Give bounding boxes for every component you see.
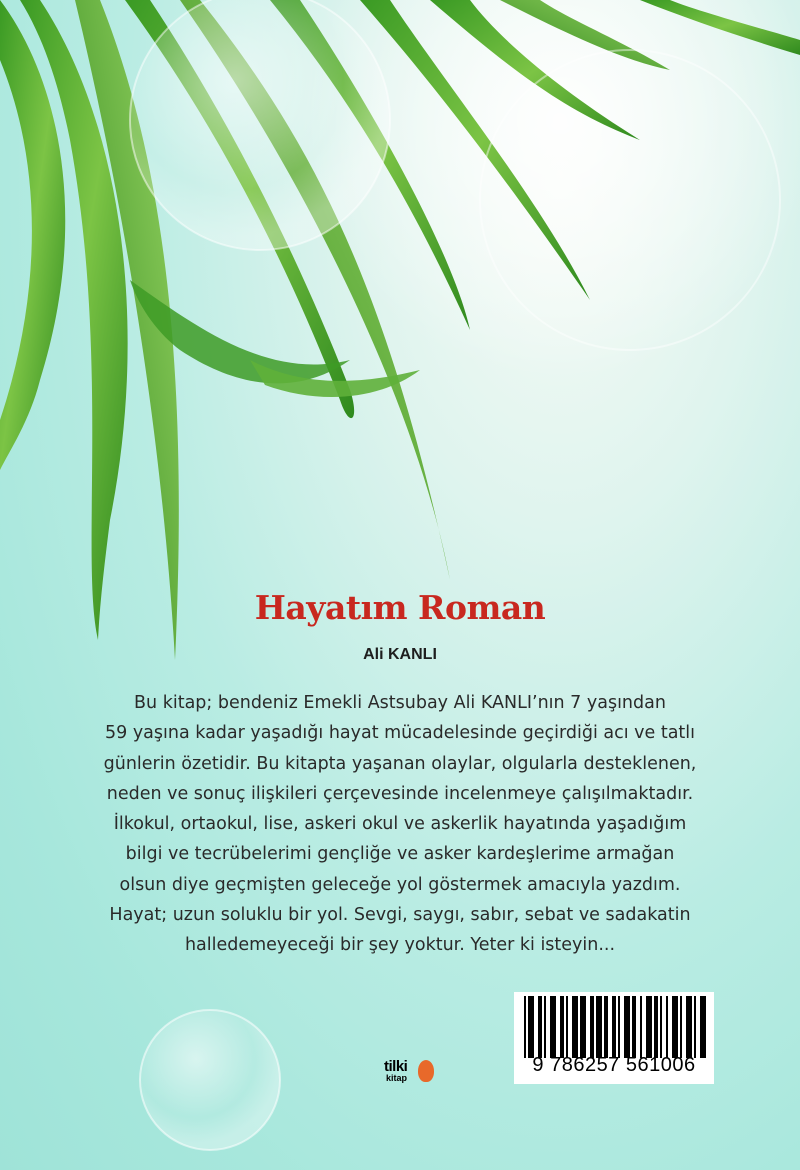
barcode-bars	[524, 996, 708, 1058]
publisher-logo	[384, 1058, 436, 1086]
book-title: Hayatım Roman	[254, 588, 546, 627]
barcode-bar	[572, 996, 578, 1058]
publisher-logo-name: tilki	[384, 1058, 408, 1075]
barcode-bar	[666, 996, 668, 1058]
barcode-bar	[538, 996, 542, 1058]
barcode-bar	[524, 996, 526, 1058]
barcode-bar	[560, 996, 564, 1058]
barcode-bar	[618, 996, 620, 1058]
barcode-bar	[612, 996, 616, 1058]
blurb-line: halledemeyeceği bir şey yoktur. Yeter ki isteyin...	[184, 935, 616, 956]
blurb-line: 59 yaşına kadar yaşadığı hayat mücadelesinde geçirdiği acı ve tatlı	[104, 723, 696, 744]
barcode-bar	[686, 996, 692, 1058]
back-cover-blurb	[60, 688, 740, 961]
barcode-bar	[700, 996, 706, 1058]
barcode-bar	[566, 996, 568, 1058]
blurb-line: Hayat; uzun soluklu bir yol. Sevgi, saygı, sabır, sebat ve sadakatin	[109, 905, 691, 926]
blurb-line: İlkokul, ortaokul, lise, askeri okul ve askerlik hayatında yaşadığım	[113, 814, 687, 835]
book-author: Ali KANLI	[363, 646, 437, 663]
barcode-bar	[550, 996, 556, 1058]
publisher-logo-sub: kitap	[386, 1073, 408, 1083]
barcode-bar	[596, 996, 602, 1058]
barcode-bar	[544, 996, 546, 1058]
blurb-line: olsun diye geçmişten geleceğe yol göstermek amacıyla yazdım.	[119, 874, 681, 895]
blurb-line: bilgi ve tecrübelerimi gençliğe ve asker kardeşlerime armağan	[125, 844, 675, 865]
barcode-bar	[528, 996, 534, 1058]
barcode-bar	[624, 996, 630, 1058]
barcode-bar	[640, 996, 642, 1058]
blurb-line: günlerin özetidir. Bu kitapta yaşanan olaylar, olgularla desteklenen,	[103, 753, 697, 774]
barcode-bar	[590, 996, 594, 1058]
blurb-line: Bu kitap; bendeniz Emekli Astsubay Ali KANLI’nın 7 yaşından	[134, 693, 666, 713]
isbn-barcode	[514, 992, 714, 1084]
bubble-2	[140, 1010, 280, 1150]
fox-icon	[418, 1060, 434, 1082]
barcode-bar	[604, 996, 608, 1058]
blurb-line: neden ve sonuç ilişkileri çerçevesinde incelenmeye çalışılmaktadır.	[106, 783, 694, 804]
barcode-bar	[580, 996, 586, 1058]
barcode-bar	[660, 996, 662, 1058]
barcode-bar	[654, 996, 658, 1058]
bubble-1	[130, 0, 390, 250]
isbn-number: 9 786257 561006	[532, 1054, 696, 1076]
barcode-bar	[694, 996, 696, 1058]
barcode-bar	[680, 996, 682, 1058]
barcode-bar	[646, 996, 652, 1058]
barcode-bar	[672, 996, 678, 1058]
barcode-bar	[632, 996, 636, 1058]
